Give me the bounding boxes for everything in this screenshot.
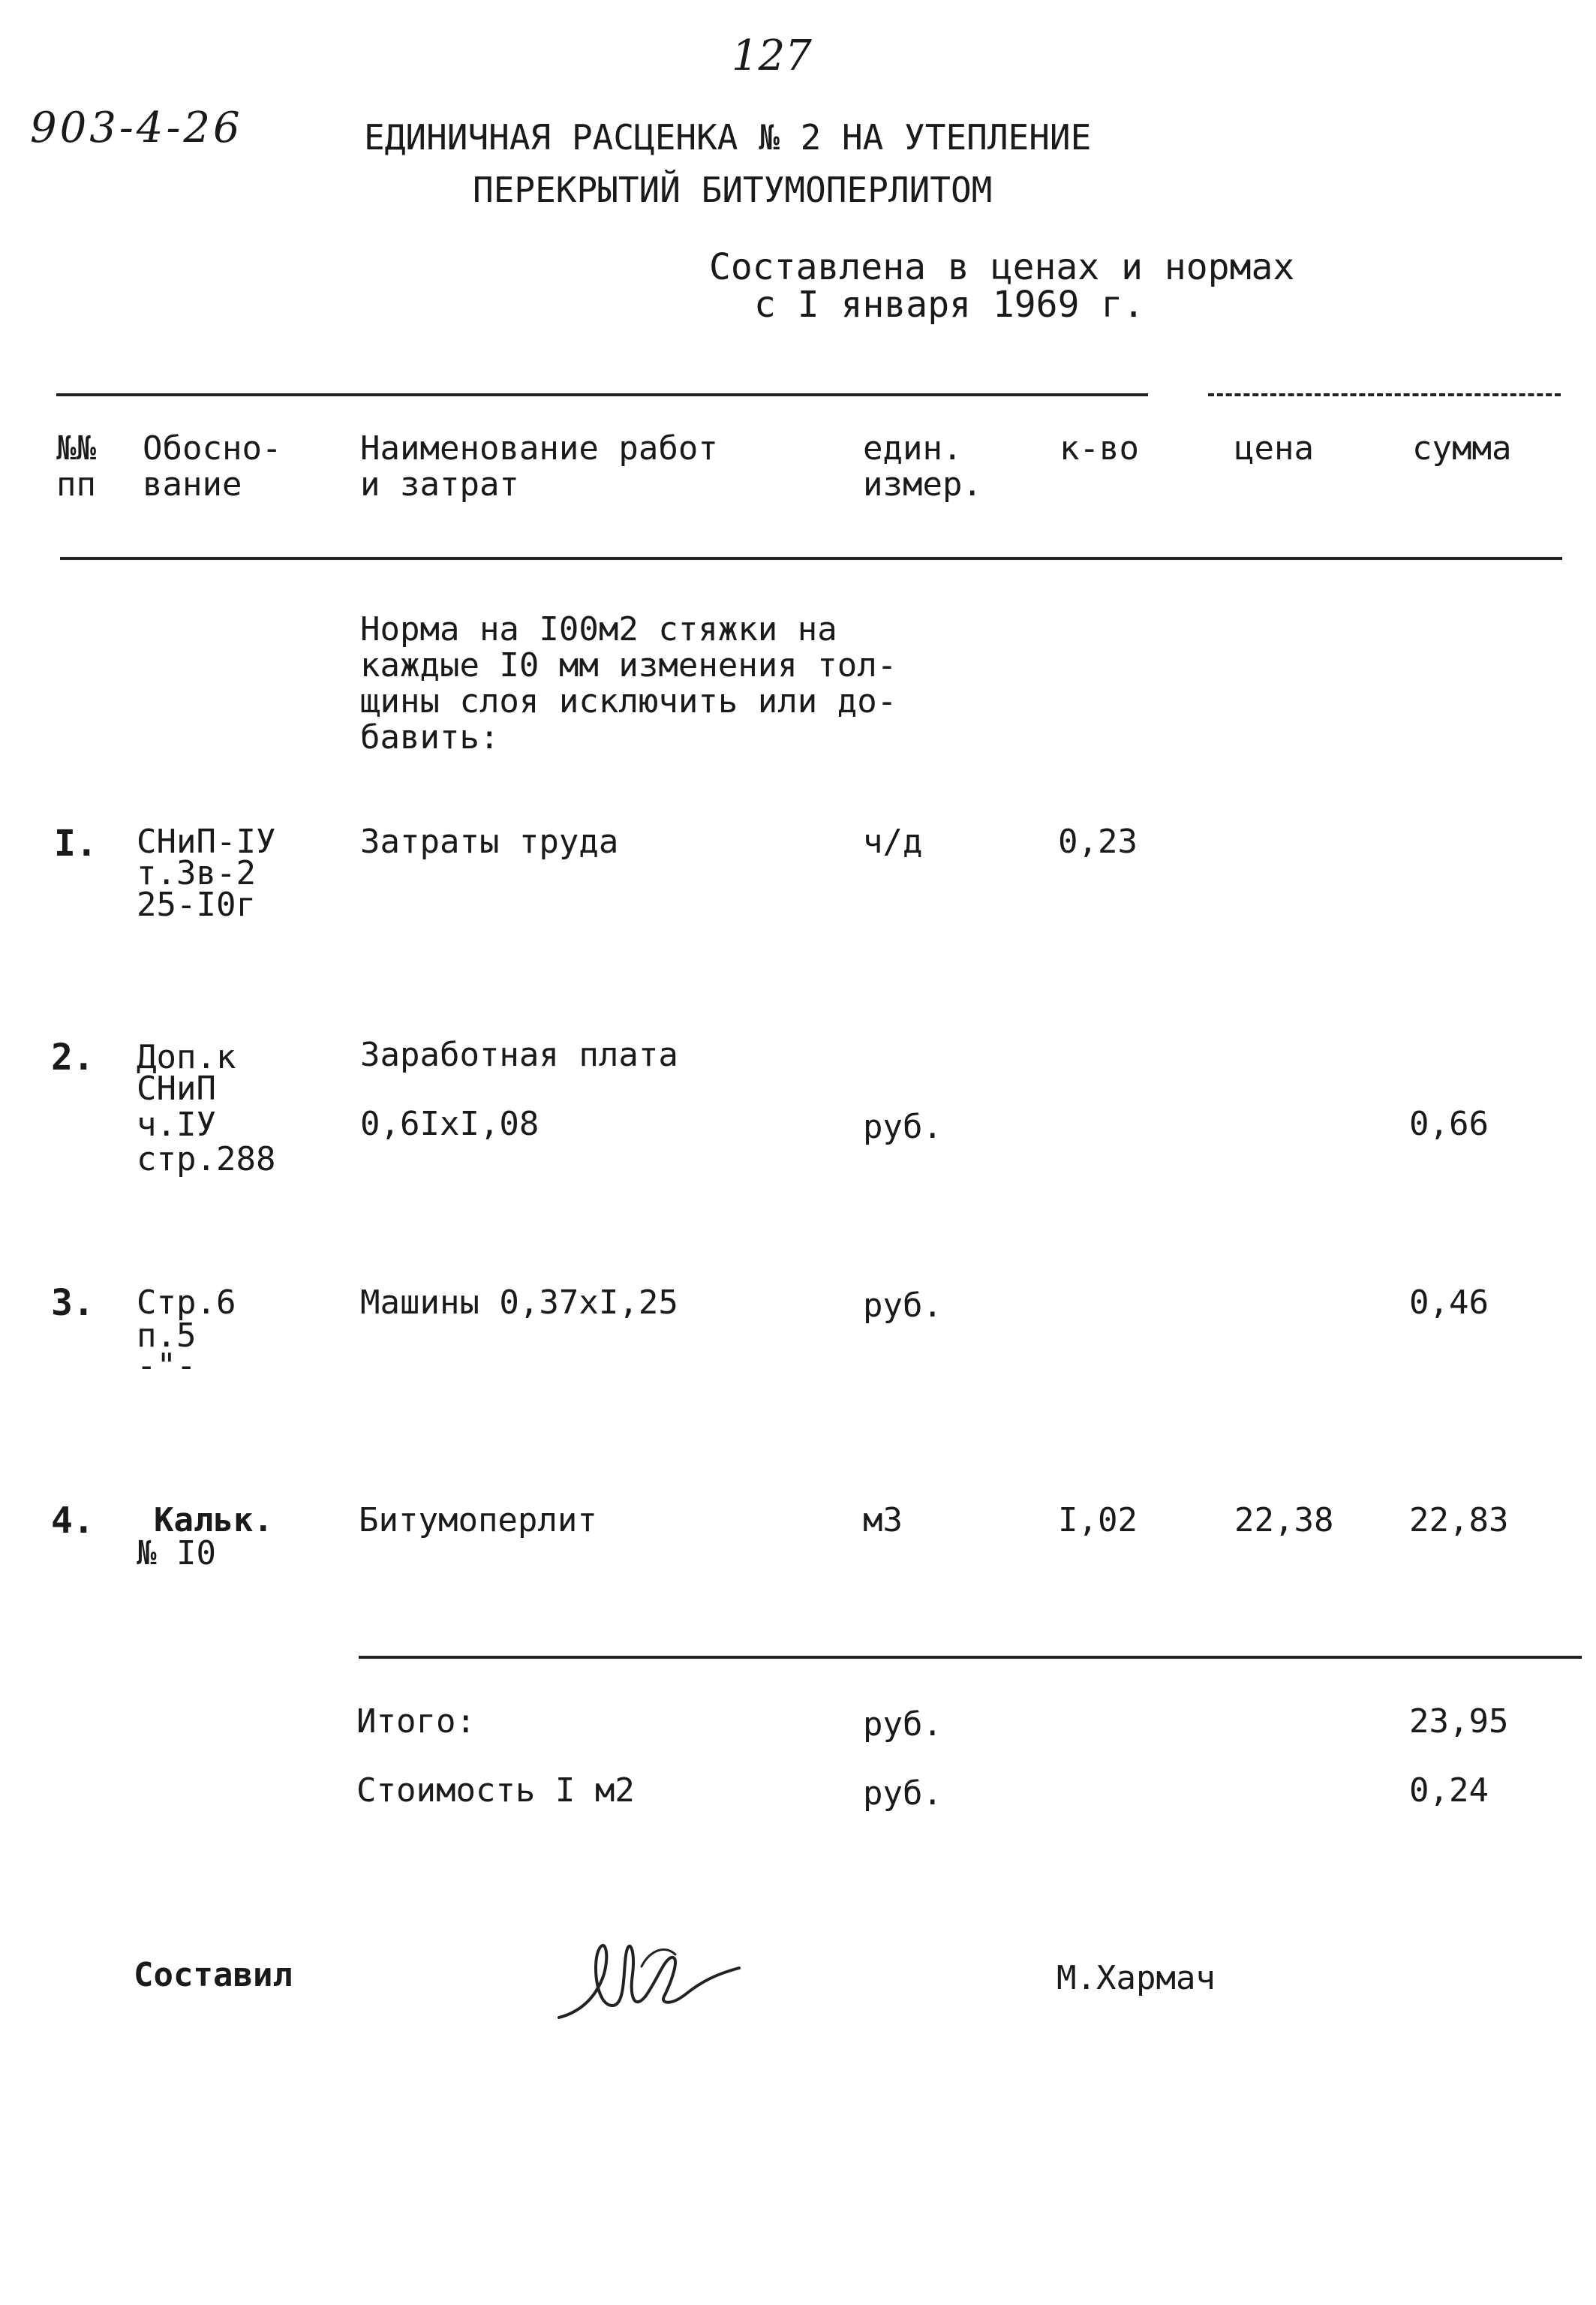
intro-line3: щины слоя исключить или до- — [360, 682, 897, 721]
row-num: 3. — [51, 1282, 95, 1324]
row-basis-line4: стр.288 — [137, 1140, 276, 1178]
project-code: 903-4-26 — [30, 104, 243, 152]
header-unit-line1: един. — [863, 429, 963, 468]
total-label: Итого: — [356, 1702, 476, 1741]
header-num-line1: №№ — [56, 429, 96, 468]
row-basis-line1: Кальк. — [154, 1501, 273, 1539]
row-basis-line1: Доп.к — [137, 1038, 236, 1076]
row-name-line1: Заработная плата — [360, 1036, 678, 1074]
header-top-rule — [56, 393, 1148, 396]
header-basis-line2: вание — [143, 465, 242, 504]
row-sum: 22,83 — [1409, 1501, 1509, 1539]
intro-line2: каждые I0 мм изменения тол- — [360, 646, 897, 685]
row-unit: руб. — [863, 1108, 942, 1146]
unit-cost-label: Стоимость I м2 — [356, 1771, 635, 1810]
row-num: 2. — [51, 1037, 95, 1079]
row-unit: руб. — [863, 1286, 942, 1325]
header-qty: к-во — [1059, 429, 1139, 468]
unit-cost-sum: 0,24 — [1409, 1771, 1489, 1810]
row-basis-line3: 25-I0г — [137, 886, 256, 924]
row-basis-line2: СНиП — [137, 1070, 216, 1108]
header-num-line2: пп — [56, 465, 96, 504]
signature-image — [552, 1921, 747, 2027]
page-number: 127 — [732, 32, 812, 80]
subtitle-line2: с I января 1969 г. — [754, 284, 1145, 326]
header-name-line2: и затрат — [360, 465, 519, 504]
header-basis-line1: Обосно- — [143, 429, 282, 468]
row-basis-line3: ч.IУ — [137, 1106, 216, 1144]
header-unit-line2: измер. — [863, 465, 982, 504]
intro-line1: Норма на I00м2 стяжки на — [360, 610, 837, 648]
compiled-label: Составил — [134, 1956, 293, 1994]
total-sum: 23,95 — [1409, 1702, 1509, 1741]
row-sum: 0,66 — [1409, 1105, 1489, 1143]
row-basis-line2: т.3в-2 — [137, 854, 256, 892]
intro-line4: бавить: — [360, 718, 500, 757]
row-basis-line3: -"- — [137, 1347, 197, 1385]
row-num: I. — [54, 823, 98, 865]
header-top-rule-dashed — [1208, 393, 1561, 396]
row-name: Битумоперлит — [359, 1501, 597, 1539]
document-title-line1: ЕДИНИЧНАЯ РАСЦЕНКА № 2 НА УТЕПЛЕНИЕ — [364, 117, 1092, 158]
header-price: цена — [1234, 429, 1314, 468]
row-name: Затраты труда — [360, 823, 619, 861]
header-sum: сумма — [1412, 429, 1512, 468]
row-name-line2: 0,6IxI,08 — [360, 1105, 540, 1143]
row-price: 22,38 — [1234, 1501, 1334, 1539]
header-bottom-rule — [60, 557, 1562, 560]
row-basis-line1: Стр.6 — [137, 1283, 236, 1322]
row-name: Машины 0,37xI,25 — [360, 1283, 678, 1322]
totals-rule — [359, 1656, 1582, 1659]
unit-cost-unit: руб. — [863, 1774, 942, 1813]
row-unit: м3 — [863, 1501, 903, 1539]
header-name-line1: Наименование работ — [360, 429, 718, 468]
signer-name: М.Хармач — [1056, 1959, 1216, 1997]
row-basis-line2: п.5 — [137, 1316, 197, 1355]
row-basis-line1: СНиП-IУ — [137, 823, 276, 861]
total-unit: руб. — [863, 1705, 942, 1744]
row-unit: ч/д — [863, 823, 923, 861]
subtitle-line1: Составлена в ценах и нормах — [709, 246, 1295, 288]
row-num: 4. — [51, 1500, 95, 1542]
document-title-line2: ПЕРЕКРЫТИЙ БИТУМОПЕРЛИТОМ — [473, 170, 993, 210]
row-qty: I,02 — [1058, 1501, 1138, 1539]
row-qty: 0,23 — [1058, 823, 1138, 861]
row-sum: 0,46 — [1409, 1283, 1489, 1322]
row-basis-line2: № I0 — [137, 1534, 216, 1572]
